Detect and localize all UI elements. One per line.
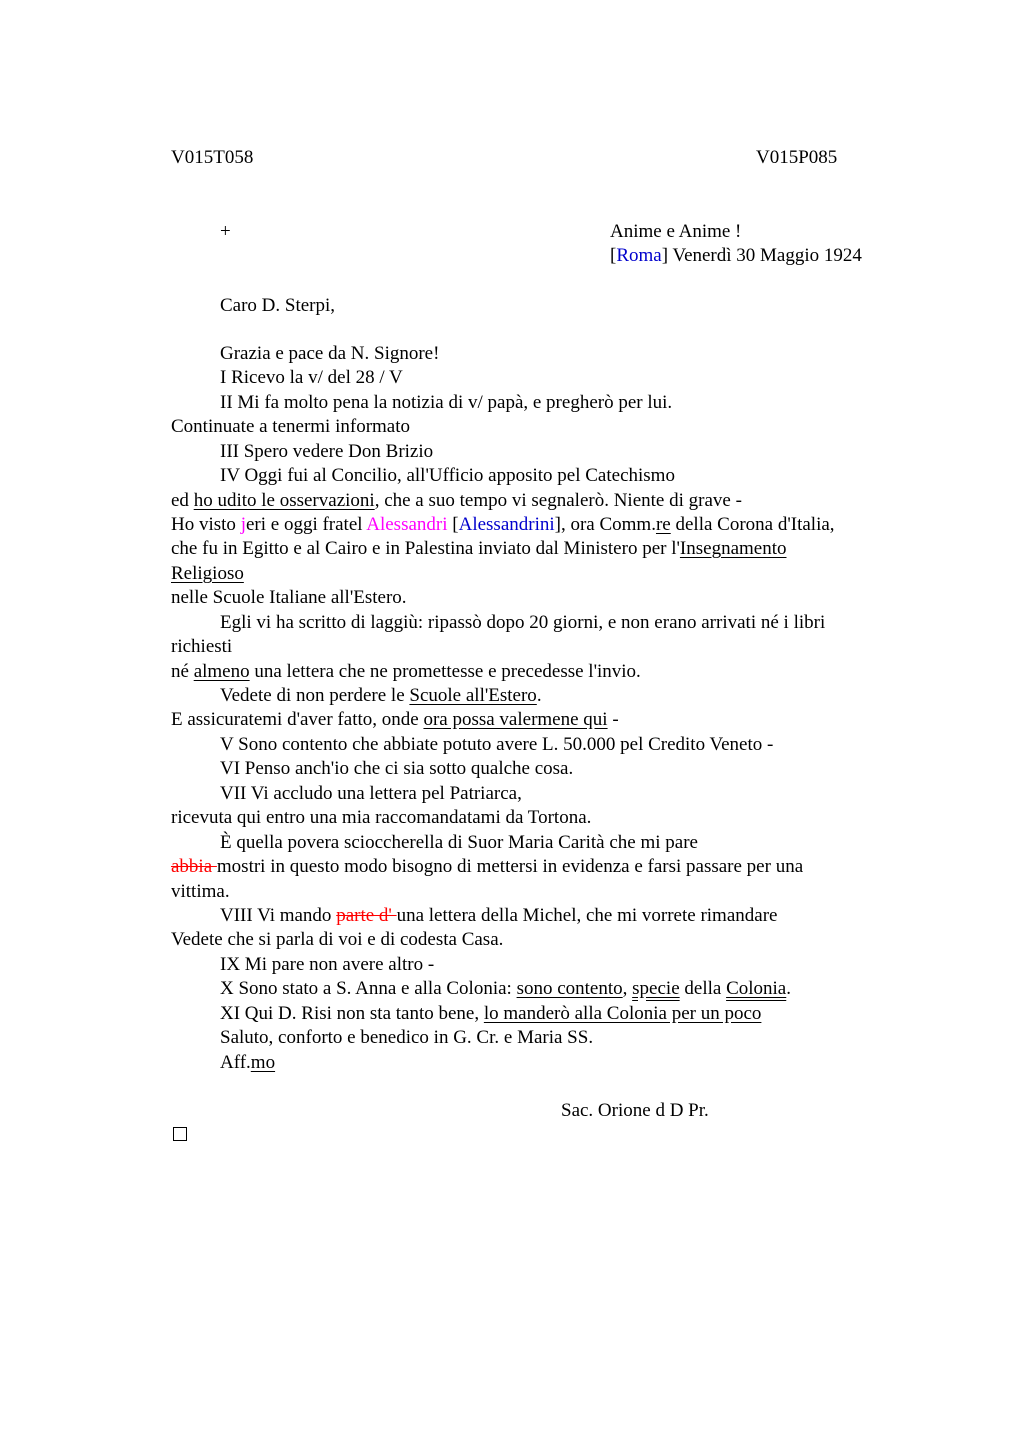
double-underlined-text: Colonia	[726, 978, 787, 999]
underlined-text: lo manderò alla Colonia per un poco	[483, 1003, 762, 1024]
paragraph-2-continued: Continuate a tenermi informato	[171, 416, 411, 437]
underlined-text: Religioso	[171, 563, 244, 584]
text-line: ed ho udito le osservazioni, che a suo tempo vi segnalerò. Niente di grave -	[171, 490, 742, 511]
text-line: richiesti	[171, 636, 233, 657]
paragraph-10: X Sono stato a S. Anna e alla Colonia: sono contento, specie della Colonia.	[220, 978, 791, 999]
end-box-icon	[173, 1127, 187, 1141]
place-editorial: Roma	[616, 245, 662, 266]
text-line: È quella povera scioccherella di Suor Maria Carità che mi pare	[220, 832, 698, 853]
deleted-text: parte d'	[336, 905, 397, 926]
paragraph-11: XI Qui D. Risi non sta tanto bene, lo manderò alla Colonia per un poco	[220, 1003, 762, 1024]
text-line: vittima.	[171, 881, 230, 902]
text-line: Ho visto jeri e oggi fratel Alessandri [Alessandrini], ora Comm.re della Corona d'Italia,	[171, 514, 835, 535]
salutation: Caro D. Sterpi,	[220, 295, 336, 316]
underlined-text: ho udito le osservazioni	[193, 490, 375, 511]
paragraph-1: I Ricevo la v/ del 28 / V	[220, 367, 403, 388]
date: Venerdì 30 Maggio 1924	[672, 245, 862, 266]
date-line: [Roma] Venerdì 30 Maggio 1924	[610, 245, 862, 266]
closing-blessing: Saluto, conforto e benedico in G. Cr. e Maria SS.	[220, 1027, 594, 1048]
motto: Anime e Anime !	[610, 221, 742, 242]
text-line: Egli vi ha scritto di laggiù: ripassò dopo 20 giorni, e non erano arrivati né i libri	[220, 612, 826, 633]
uncertain-name: Alessandri	[366, 514, 448, 535]
paragraph-4: IV Oggi fui al Concilio, all'Ufficio apposito pel Catechismo	[220, 465, 675, 486]
document-code-right: V015P085	[756, 147, 838, 168]
cross-mark: +	[220, 221, 231, 242]
underlined-text: ora possa valermene qui	[423, 709, 608, 730]
double-underlined-text: specie	[632, 978, 680, 999]
paragraph-3: III Spero vedere Don Brizio	[220, 441, 434, 462]
text-line: nelle Scuole Italiane all'Estero.	[171, 587, 407, 608]
underlined-text: Insegnamento	[679, 538, 787, 559]
greeting: Grazia e pace da N. Signore!	[220, 343, 440, 364]
underlined-text: mo	[250, 1052, 276, 1073]
text-line: Vedete di non perdere le Scuole all'Estero.	[220, 685, 542, 706]
paragraph-7: VII Vi accludo una lettera pel Patriarca,	[220, 783, 522, 804]
paragraph-7-continued: ricevuta qui entro una mia raccomandatami da Tortona.	[171, 807, 592, 828]
text-line: Vedete che si parla di voi e di codesta Casa.	[171, 929, 504, 950]
text-line	[171, 562, 244, 586]
uncertain-letter: j	[240, 514, 246, 535]
underlined-text: re	[655, 514, 671, 535]
editorial-name: Alessandrini	[458, 514, 555, 535]
paragraph-5: V Sono contento che abbiate potuto avere L. 50.000 pel Credito Veneto -	[220, 734, 774, 755]
paragraph-9: IX Mi pare non avere altro -	[220, 954, 435, 975]
underlined-text: almeno	[193, 661, 250, 682]
underlined-text: Scuole all'Estero	[409, 685, 537, 706]
closing-aff: Aff.mo	[220, 1052, 276, 1073]
text-line: E assicuratemi d'aver fatto, onde ora possa valermene qui -	[171, 709, 619, 730]
text-line: né almeno una lettera che ne promettesse e precedesse l'invio.	[171, 661, 641, 682]
paragraph-8: VIII Vi mando parte d' una lettera della Michel, che mi vorrete rimandare	[220, 905, 778, 926]
underlined-text: sono contento	[516, 978, 623, 999]
deleted-text: abbia	[171, 856, 217, 877]
text-line: che fu in Egitto e al Cairo e in Palestina inviato dal Ministero per l'Insegnamento	[171, 538, 787, 559]
paragraph-6: VI Penso anch'io che ci sia sotto qualche cosa.	[220, 758, 574, 779]
paragraph-2: II Mi fa molto pena la notizia di v/ papà, e pregherò per lui.	[220, 392, 673, 413]
document-code-left: V015T058	[171, 147, 254, 168]
text-line: abbia mostri in questo modo bisogno di mettersi in evidenza e farsi passare per una	[171, 856, 804, 877]
signature: Sac. Orione d D Pr.	[561, 1100, 709, 1121]
